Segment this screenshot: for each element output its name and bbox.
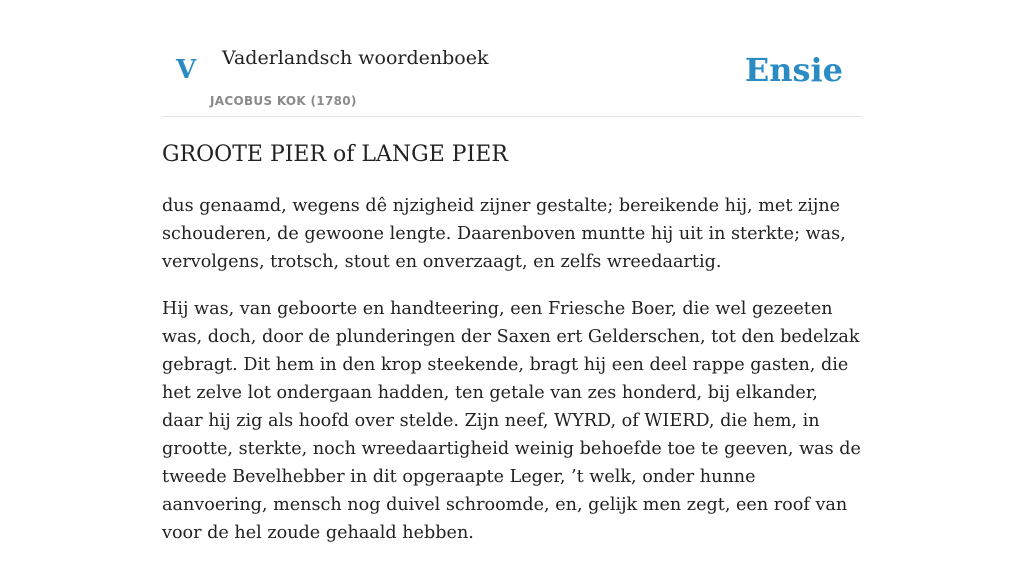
book-author: JACOBUS KOK (1780) <box>210 94 357 108</box>
entry-paragraph: Hij was, van geboorte en handteering, een Friesche Boer, die wel gezeeten was, doch, door de plunderingen der Saxen ert Gelderschen, tot den bedelzak gebragt. Dit hem in den krop steekende, bragt hij een deel rappe gasten, die het zelve lot ondergaan hadden, ten getale van zes honderd, bij elkander, daar hij zig als hoofd over stelde. Zijn neef, WYRD, of WIERD, die hem, in grootte, sterkte, noch wreedaartigheid weinig behoefde toe te geeven, was de tweede Bevelhebber in dit opgeraapte Leger, ’t welk, onder hunne aanvoering, mensch nog duivel schroomde, en, gelijk men zegt, een roof van voor de hel zoude gehaald hebben. <box>162 299 861 543</box>
book-letter-badge[interactable]: V <box>176 55 197 85</box>
site-logo[interactable]: Ensie <box>744 51 843 89</box>
entry-paragraph: dus genaamd, wegens dê njzigheid zijner gestalte; bereikende hij, met zijne schouderen, de gewoone lengte. Daarenboven muntte hij uit in sterkte; was, vervolgens, trotsch, stout en onverzaagt, en zelfs wreedaartig. <box>162 196 846 272</box>
page <box>162 0 862 543</box>
book-header <box>162 0 862 117</box>
entry-body <box>162 192 862 566</box>
entry-title: GROOTE PIER of LANGE PIER <box>162 142 508 167</box>
book-title[interactable]: Vaderlandsch woordenboek <box>222 47 489 69</box>
